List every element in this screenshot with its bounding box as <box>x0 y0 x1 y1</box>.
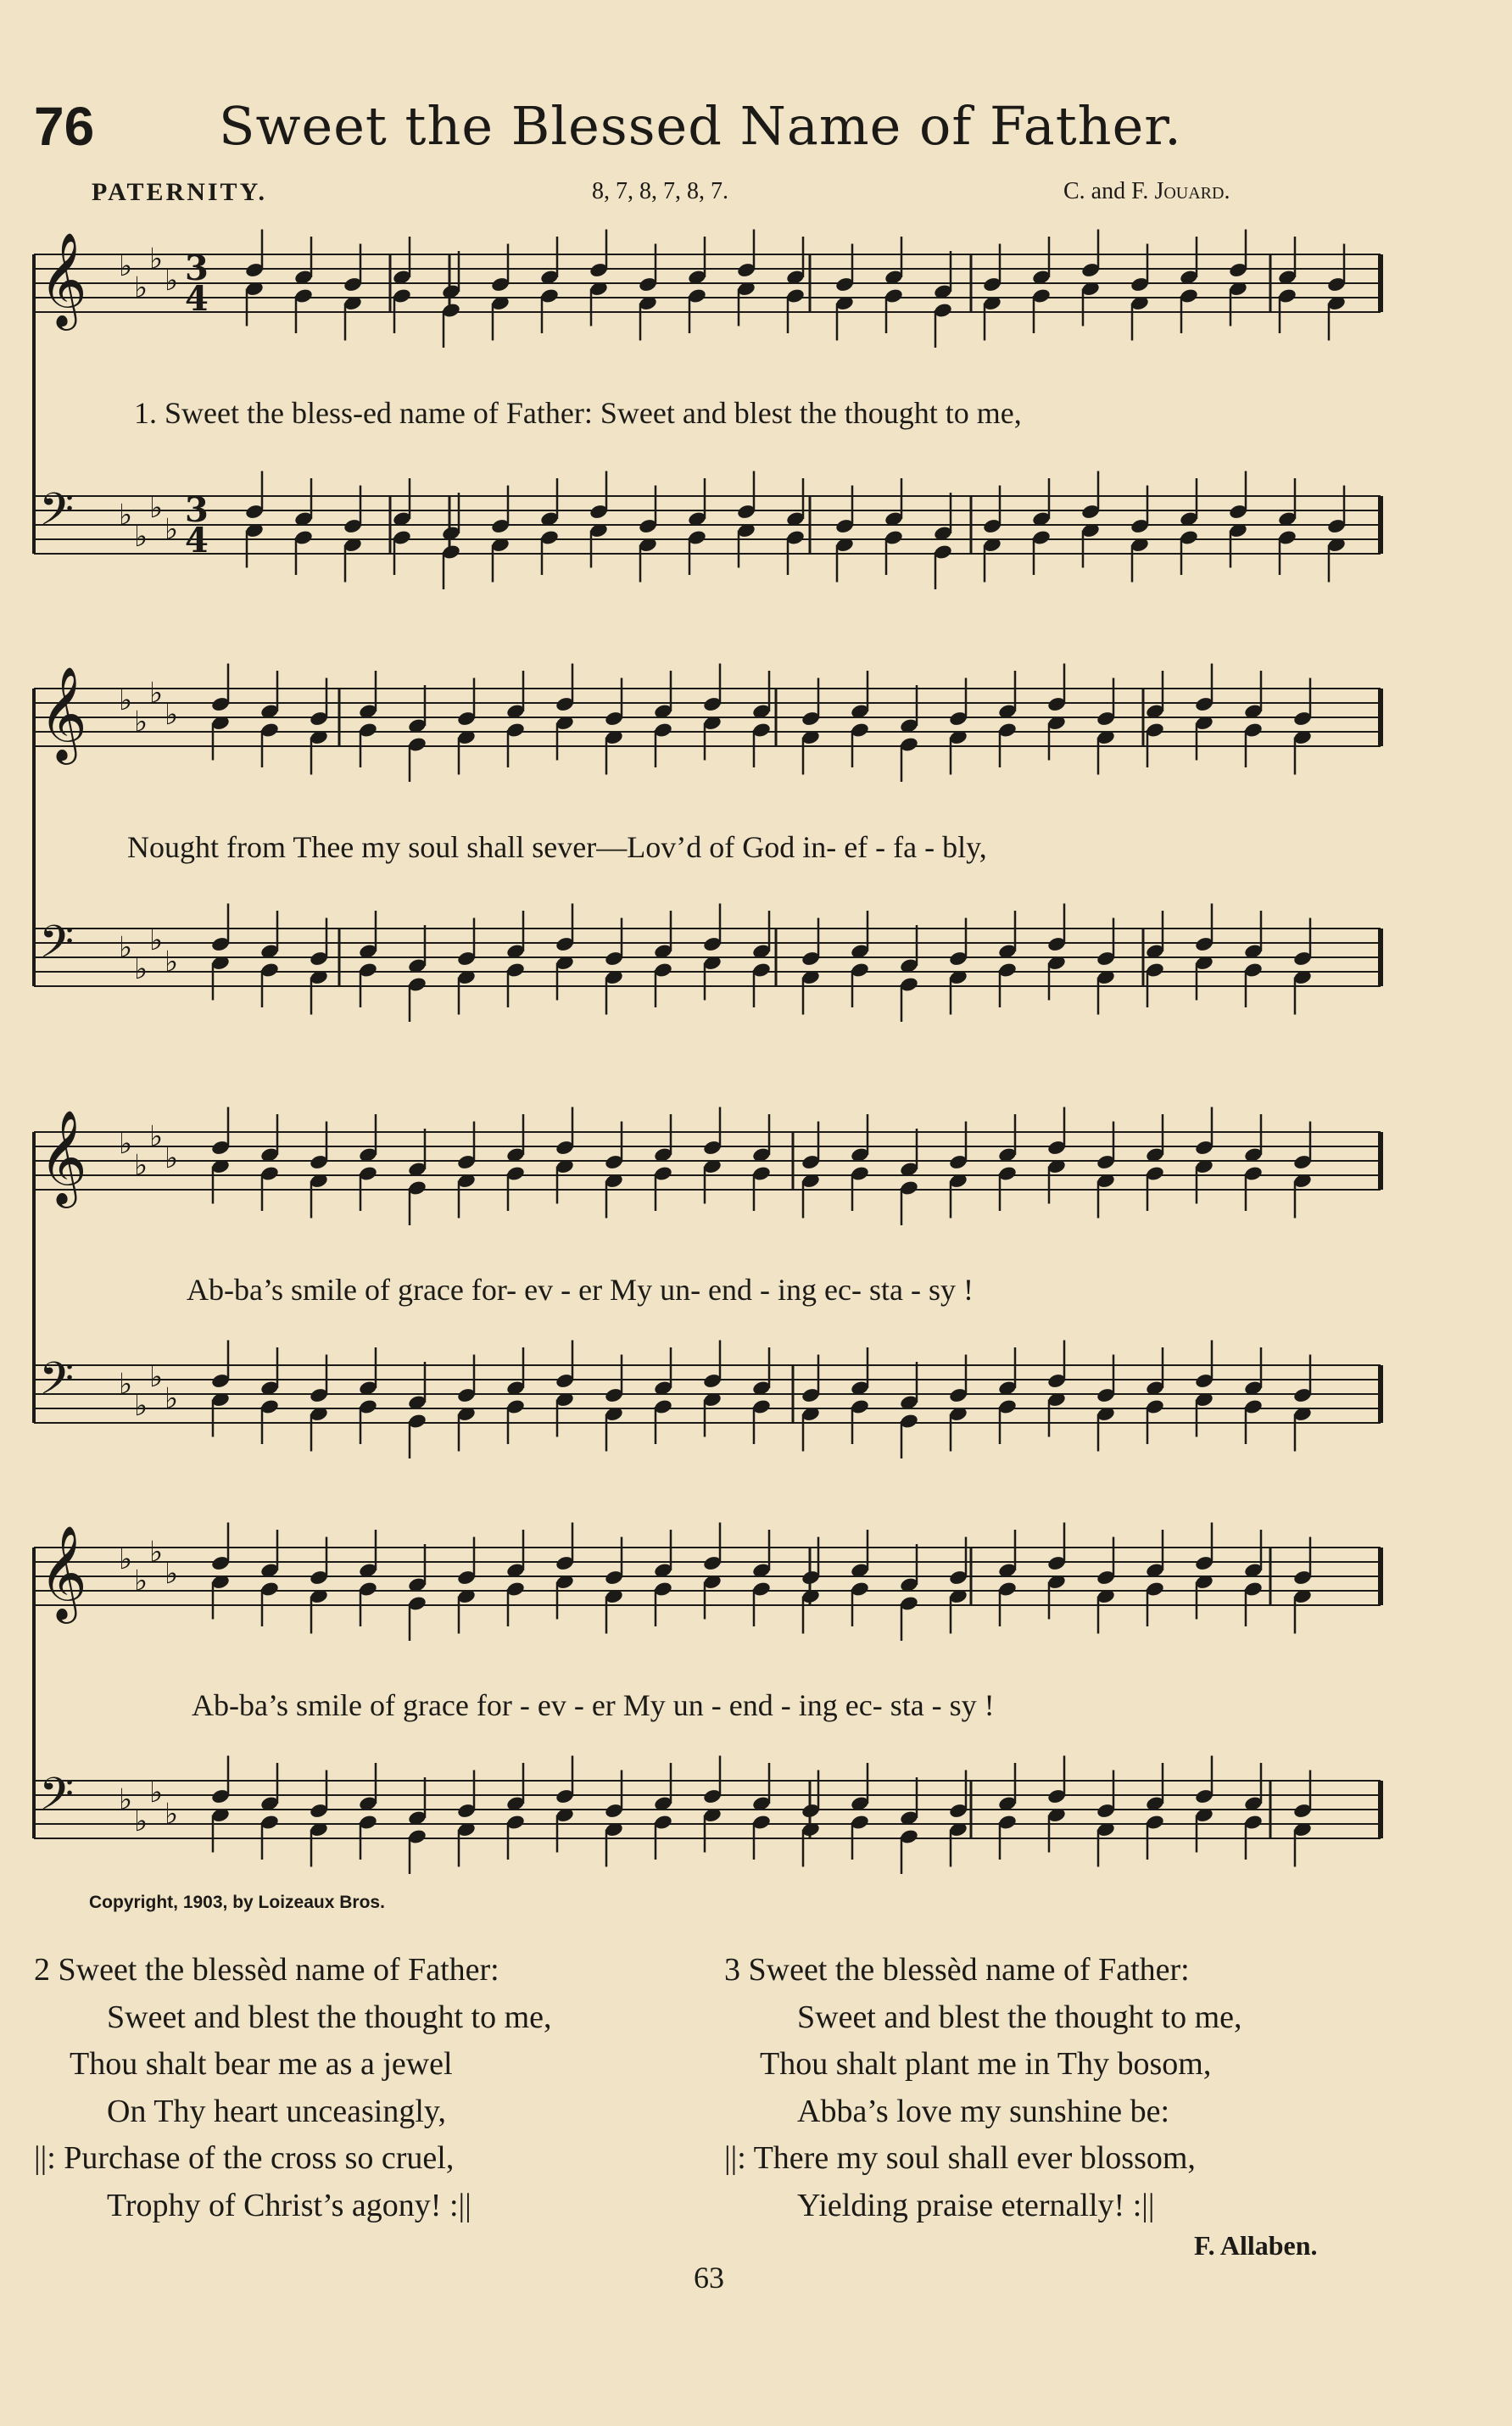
stanza-3 <box>724 1947 1242 2229</box>
author: F. Allaben. <box>1194 2230 1318 2261</box>
flat-icon: ♭ <box>149 676 164 711</box>
flat-icon: ♭ <box>119 1127 133 1161</box>
tune-name: PATERNITY. <box>92 178 267 206</box>
lyrics-line-2: Nought from Thee my soul shall sever—Lov’d of God in- ef - fa - bly, <box>127 830 987 864</box>
lyrics-line-1: 1. Sweet the bless-ed name of Father: Sweet and blest the thought to me, <box>134 396 1022 430</box>
bass-clef-icon: 𝄢 <box>39 1353 75 1416</box>
treble-clef-icon: 𝄞 <box>39 1525 87 1620</box>
stanza-line: ||: There my soul shall ever blossom, <box>724 2140 1196 2176</box>
flat-icon: ♭ <box>134 952 148 986</box>
meter: 8, 7, 8, 7, 8, 7. <box>592 178 728 204</box>
flat-icon: ♭ <box>119 683 133 717</box>
stanza-number: 3 <box>724 1952 740 1988</box>
flat-icon: ♭ <box>134 1148 148 1183</box>
bass-clef-icon: 𝄢 <box>39 484 75 547</box>
time-signature-top: 3 <box>185 248 209 288</box>
time-signature-bottom: 4 <box>185 279 209 319</box>
flat-icon: ♭ <box>149 491 164 525</box>
hymn-title: Sweet the Blessed Name of Father. <box>219 95 1182 157</box>
treble-clef-icon: 𝄞 <box>39 1109 87 1204</box>
flat-icon: ♭ <box>149 1535 164 1570</box>
hymn-number: 76 <box>34 96 95 157</box>
flat-icon: ♭ <box>165 1141 179 1175</box>
flat-icon: ♭ <box>165 1381 179 1416</box>
flat-icon: ♭ <box>134 270 148 305</box>
lyrics-line-3: Ab-ba’s smile of grace for- ev - er My un- end - ing ec- sta - sy ! <box>187 1273 974 1307</box>
copyright-notice: Copyright, 1903, by Loizeaux Bros. <box>89 1893 385 1912</box>
bass-clef-icon: 𝄢 <box>39 917 75 979</box>
flat-icon: ♭ <box>149 1360 164 1394</box>
stanza-line: Abba’s love my sunshine be: <box>797 2093 1170 2129</box>
stanza-line: Sweet the blessèd name of Father: <box>58 1952 499 1988</box>
flat-icon: ♭ <box>119 249 133 283</box>
treble-clef-icon: 𝄞 <box>39 231 87 326</box>
flat-icon: ♭ <box>119 1367 133 1402</box>
treble-clef-icon: 𝄞 <box>39 666 87 761</box>
stanza-line: Thou shalt bear me as a jewel <box>70 2046 453 2082</box>
stanza-number: 2 <box>34 1952 50 1988</box>
stanza-line: Sweet the blessèd name of Father: <box>748 1952 1190 1988</box>
lyrics-line-4: Ab-ba’s smile of grace for - ev - er My un - end - ing ec- sta - sy ! <box>192 1688 995 1722</box>
time-signature-top: 3 <box>185 490 209 530</box>
composer-prefix: C. and F. <box>1063 178 1155 204</box>
stanza-line: Trophy of Christ’s agony! :|| <box>107 2187 471 2223</box>
flat-icon: ♭ <box>119 930 133 965</box>
flat-icon: ♭ <box>149 242 164 276</box>
flat-icon: ♭ <box>134 1564 148 1598</box>
stanza-line: Yielding praise eternally! :|| <box>797 2187 1155 2223</box>
flat-icon: ♭ <box>134 1389 148 1423</box>
stanza-line: Sweet and blest the thought to me, <box>107 1999 552 2035</box>
flat-icon: ♭ <box>119 1782 133 1817</box>
flat-icon: ♭ <box>165 512 179 547</box>
page-number: 63 <box>694 2261 724 2295</box>
flat-icon: ♭ <box>149 923 164 957</box>
flat-icon: ♭ <box>134 705 148 739</box>
flat-icon: ♭ <box>149 1776 164 1810</box>
flat-icon: ♭ <box>134 1804 148 1838</box>
flat-icon: ♭ <box>119 498 133 533</box>
time-signature-bottom: 4 <box>185 521 209 560</box>
stanza-line: On Thy heart unceasingly, <box>107 2093 446 2129</box>
flat-icon: ♭ <box>149 1119 164 1154</box>
stanza-2 <box>34 1947 552 2229</box>
flat-icon: ♭ <box>165 698 179 732</box>
flat-icon: ♭ <box>165 264 179 298</box>
composer-name: Jouard. <box>1154 178 1230 204</box>
flat-icon: ♭ <box>134 520 148 554</box>
flat-icon: ♭ <box>165 1797 179 1832</box>
stanza-line: Thou shalt plant me in Thy bosom, <box>760 2046 1212 2082</box>
flat-icon: ♭ <box>119 1542 133 1576</box>
flat-icon: ♭ <box>165 1557 179 1591</box>
stanza-line: Sweet and blest the thought to me, <box>797 1999 1242 2035</box>
flat-icon: ♭ <box>165 945 179 979</box>
stanza-line: ||: Purchase of the cross so cruel, <box>34 2140 455 2176</box>
bass-clef-icon: 𝄢 <box>39 1769 75 1832</box>
